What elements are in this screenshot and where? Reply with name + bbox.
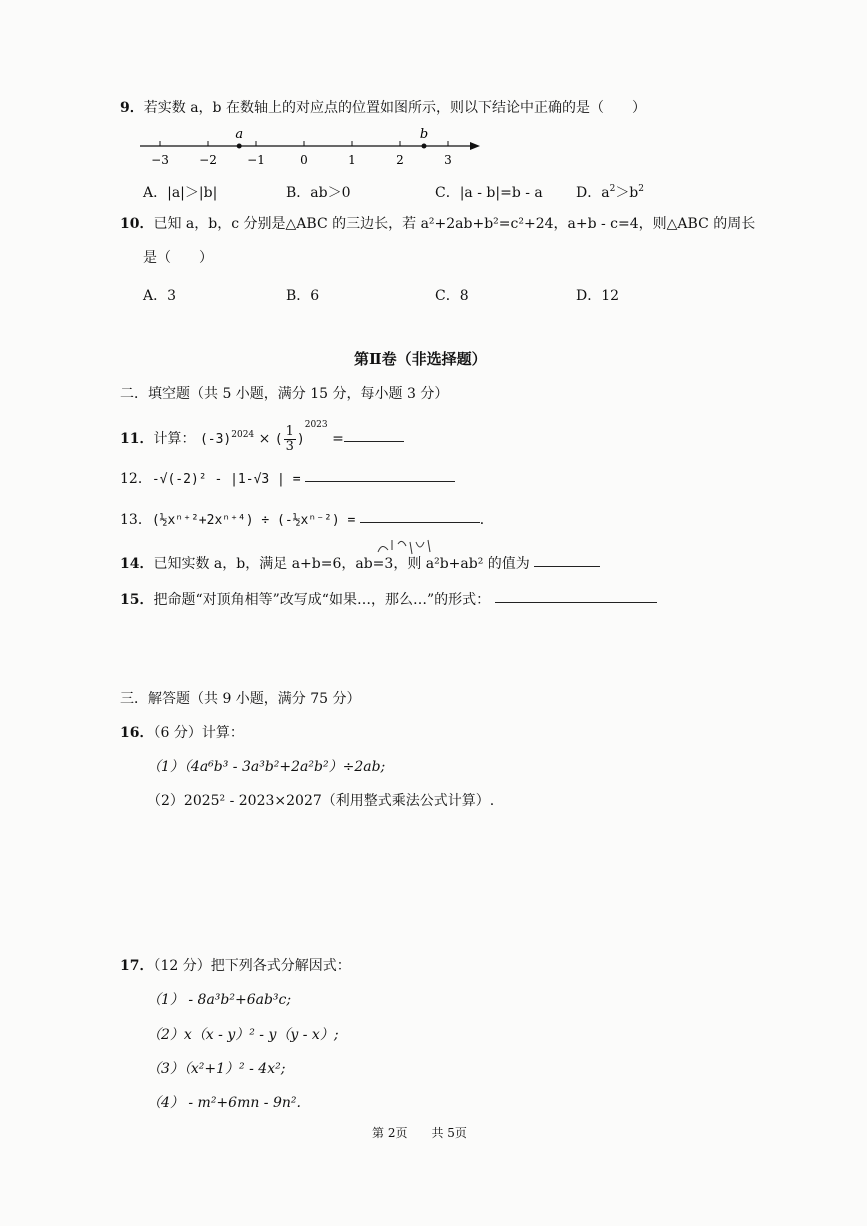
section2-title: 二．填空题（共 5 小题，满分 15 分，每小题 3 分） [120,386,449,402]
q17-item-2: （2）x（x - y）² - y（y - x）; [147,1027,339,1043]
point-b [422,144,427,149]
q13-expression: (½xⁿ⁺²+2xⁿ⁺⁴) ÷ (-½xⁿ⁻²) = [151,513,356,528]
q11-fraction [284,425,296,453]
q10-stem-2: 是（ ） [143,250,213,266]
tick-label: 1 [348,153,356,167]
q10-option-a: A．3 [143,288,177,304]
q14-answer-blank[interactable] [534,565,600,567]
q10-option-b: B．6 [286,288,320,304]
q11-frac-num: 1 [285,423,294,439]
q16-item-1: （1）（4a⁶b³ - 3a³b²+2a²b²）÷2ab; [147,759,386,775]
q10-text: 已知 a，b，c 分别是△ABC 的三边长，若 a²+2ab+b²=c²+24，a+b - c=4，则△ABC 的周长 [153,216,756,232]
q12-expression: -√(-2)² - |1-√3 | = [151,472,301,487]
q12 [120,471,455,488]
q11-answer-blank[interactable] [344,440,404,442]
number-line-arrow [470,142,480,150]
q11-equals: = [332,431,344,447]
q9-text: 若实数 a，b 在数轴上的对应点的位置如图所示，则以下结论中正确的是（ ） [143,100,646,116]
q11-frac-den: 3 [285,438,294,454]
q13-answer-blank[interactable] [360,521,480,523]
q17-item-3: （3）（x²+1）² - 4x²; [147,1061,286,1077]
q17-text: （12 分）把下列各式分解因式： [153,958,351,974]
q10-number: 10． [120,216,154,232]
handwritten-mark [372,536,442,558]
tick-label: 0 [300,153,308,167]
q11-prefix: 计算： [153,431,196,447]
point-a-label: a [235,128,244,142]
q9-stem [120,100,646,117]
q14-text: 已知实数 a，b，满足 a+b=6，ab=3，则 a²b+ab² 的值为 [153,556,530,572]
q12-answer-blank[interactable] [305,480,455,482]
q16-text: （6 分）计算： [153,725,244,741]
q13 [120,512,494,529]
page-footer: 第 2页 共 5页 [372,1126,467,1140]
q13-end: ． [479,512,494,528]
q14 [120,556,600,573]
q10-option-d: D．12 [576,288,620,304]
section3-title: 三．解答题（共 9 小题，满分 75 分） [120,691,361,707]
number-line [130,128,490,168]
q11-number: 11． [120,431,154,447]
q9-option-d-mid: ＞b [615,185,639,201]
tick-label: −2 [199,153,217,167]
q11-exp1: 2024 [231,430,255,440]
q12-number: 12． [120,471,152,487]
q17-number: 17． [120,958,154,974]
q9-option-d: D．$a^2>b^2$ [576,184,645,201]
q9-number: 9． [120,100,144,116]
q15-text: 把命题“对顶角相等”改写成“如果…，那么…”的形式： [153,592,491,608]
q15-number: 15． [120,592,154,608]
part2-title: 第Ⅱ卷（非选择题） [354,350,487,368]
q17 [120,958,351,975]
q11: 11．计算： $(-3)^{2024}$ × ( $\frac{1}{3}$ )$^{2023}$ = [120,420,404,453]
q14-number: 14． [120,556,154,572]
q13-number: 13． [120,512,152,528]
q17-item-4: （4） - m²+6mn - 9n². [147,1095,301,1111]
tick-label: 2 [396,153,404,167]
q17-item-1: （1） - 8a³b²+6ab³c; [147,992,292,1008]
point-a [237,144,242,149]
q16 [120,725,244,742]
q10-option-c: C．8 [435,288,469,304]
q15-answer-blank[interactable] [495,601,657,603]
tick-label: 3 [444,153,452,167]
q16-item-2: （2）2025² - 2023×2027（利用整式乘法公式计算）. [147,793,495,809]
q10-stem [120,216,755,233]
q11-times: × [258,431,271,447]
q9-option-d-prefix: D．a [576,185,610,201]
q9-option-a: A．|a|＞|b| [143,185,218,201]
tick-label: −1 [247,153,265,167]
q16-number: 16． [120,725,154,741]
tick-label: −3 [151,153,169,167]
q11-exp2: 2023 [304,420,328,430]
q15 [120,592,657,609]
q9-option-b: B．ab＞0 [286,185,351,201]
q9-option-c: C．|a - b|=b - a [435,185,543,201]
q11-base: (-3) [199,432,232,447]
point-b-label: b [419,128,429,142]
